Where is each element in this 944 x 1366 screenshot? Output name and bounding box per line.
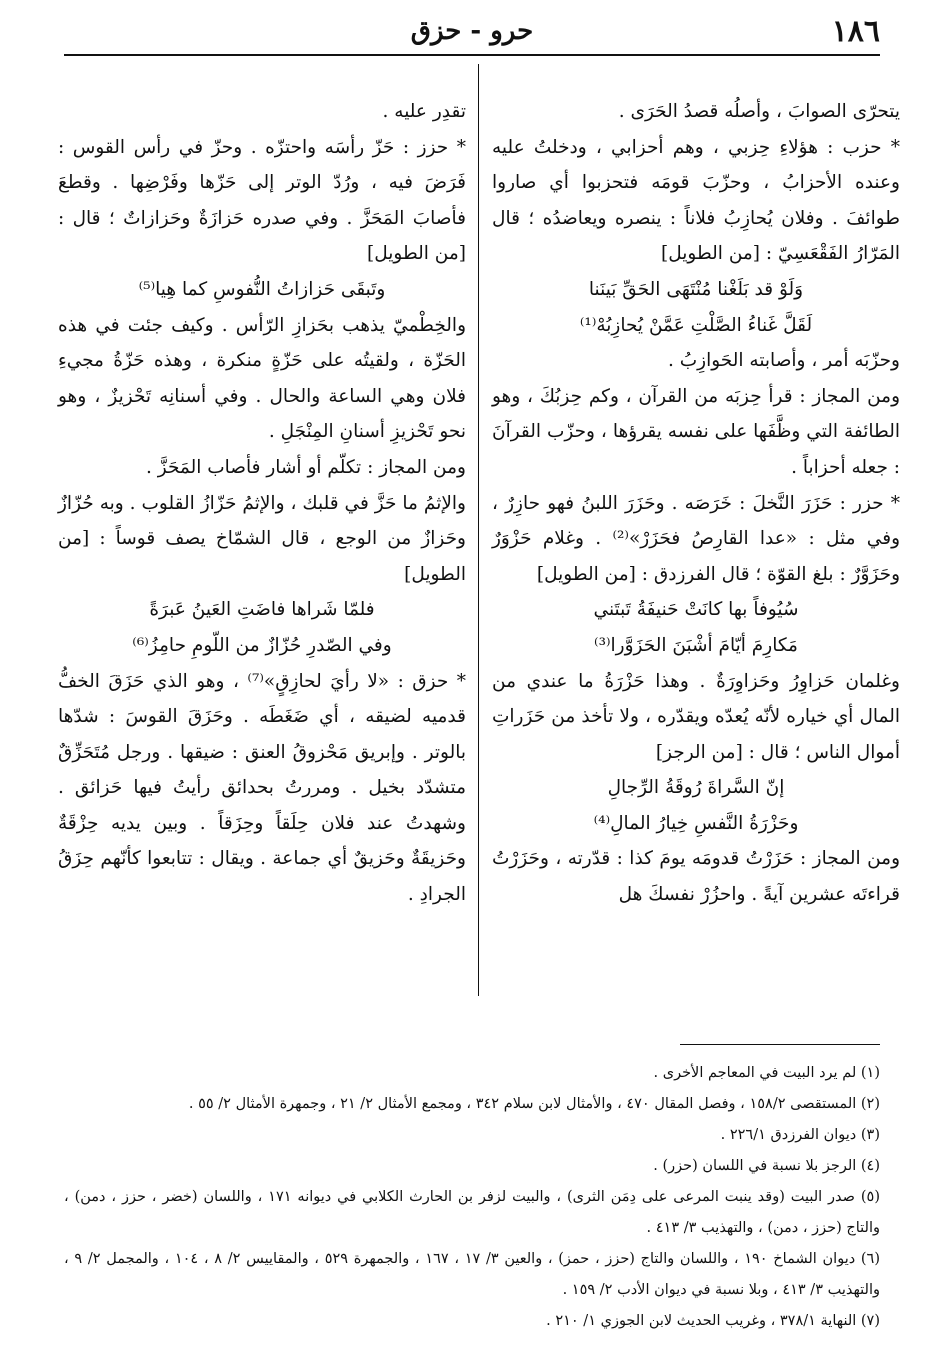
entry-hazar: * حزر : حَزَرَ النَّخلَ : خَرَصَه . وحَزَرَ اللبنُ فهو حازِرٌ ، وفي مثل : «عدا القارِصُ فحَزَرْ»⁽²⁾ . وغلام حَزْوَرٌ وحَزَوَّرٌ : بلغ القوّة ؛ قال الفرزدق : [من الطويل] [492,492,901,585]
paragraph: ومن المجاز : تكلّم أو أشار فأصاب المَحَزَّ . [145,456,466,478]
paragraph: وغلمان حَزاوِرُ وحَزاوِرَةٌ . وهذا حَزْرَةُ ما عندي من المال أي خياره لأنّه يُعدّه ويقدّره ، ولا تأخذ من حَزَراتِ أموال الناس ؛ قال : [من الرجز] [492,670,900,763]
entry-hazz: * حزز : حَزّ رأسَه واحتزّه . وحزّ في رأس القوس : فَرَضَ فيه ، ورُدّ الوتر إلى حَزّها وفَرْضِها . وقطعَ فأصابَ المَحَزَّ . وفي صدره حَزازَةٌ وحَزازاتٌ ؛ قال : [من الطويل] [58,136,466,265]
footnote: (٧) النهاية ٣٧٨/١ ، وغريب الحديث لابن الجوزي ١/ ٢١٠ . [546,1313,880,1329]
footnote: (٦) ديوان الشماخ ١٩٠ ، واللسان والتاج (حزز ، حمز) ، والعين ٣/ ١٧ ، ١٦٧ ، والجمهرة ٥٢٩ ، والمقاييس ٢/ ٨ ، ١٠٤ ، والمجمل ٢/ ٩ ، والتهذيب ٣/ ٤١٣ ، وبلا نسبة في ديوان الأدب ٢/ ١٥٩ . [64,1251,880,1298]
running-head: حرو - حزق [410,16,534,46]
header-rule [64,54,880,56]
paragraph: يتحرّى الصوابَ ، وأصلُه قصدُ الحَرَى . [618,101,900,122]
footnote-rule [680,1044,880,1045]
paragraph: ومن المجاز : قرأ حِزبَه من القرآن ، وكم حِزبُكَ ، وهو الطائفة التي وظَّفَها على نفسه يقرؤها ، وحزّب القرآنَ : جعله أحزاباً . [492,385,900,478]
footnote: (٥) صدر البيت (وقد ينبت المرعى على دِمَن الثرى) ، والبيت لزفر بن الحارث الكلابي في ديوانه ١٧١ ، واللسان (خضر ، حزز ، دمن) ، والتاج (حزز ، دمن) ، والتهذيب ٣/ ٤١٣ . [64,1189,880,1236]
verse-line: سُيُوفاً بها كانَتْ حَنيفَةُ تَبتَني [593,599,799,621]
verse-line: وفي الصّدرِ حُزّازٌ من اللّومِ حامِزُ⁽⁶⁾ [132,634,392,656]
verse-line: وتَبقَى حَزازاتُ النُّفوسِ كما هِيا⁽⁵⁾ [138,278,386,300]
verse-line: وَلَوْ قد بَلَغْنا مُنْتَهَى الحَقِّ بَينَنا [588,278,804,300]
page-header [64,12,880,52]
paragraph: وحزّبَه أمر ، وأصابته الحَوازِبُ . [668,350,900,372]
paragraph: والخِطْميّ يذهب بحَزازِ الرّأس . وكيف جئت في هذه الحَزّة ، ولقيتُه على حَزّةٍ منكرة ، وهذه حَزّةُ مجيءِ فلان وهي الساعة والحال . وفي أسنانِه تَحْزيزٌ ، وهو نحو تَحْزيزِ أسنانِ المِنْجَلِ . [58,314,466,443]
paragraph: ومن المجاز : حَزَرْتُ قدومَه يومَ كذا : قدّرته ، وحَزَرْتُ قراءتَه عشرين آيةً . واحزُرْ نفسكَ هل [492,848,900,906]
footnote: (٤) الرجز بلا نسبة في اللسان (حزر) . [653,1158,880,1174]
footnotes [64,1058,880,1337]
verse-line: إنّ السَّراةَ رُوقَةُ الرِّجالِ [607,777,785,799]
footnote: (٣) ديوان الفرزدق ٢٢٦/١ . [720,1127,880,1143]
verse-line: فلمّا شَراها فاضَتِ العَينُ عَبرَةً [149,599,375,621]
verse-line: وحَزْرَةُ النَّفسِ خِيارُ المالِ⁽⁴⁾ [593,812,799,834]
footnote: (٢) المستقصى ١٥٨/٢ ، وفصل المقال ٤٧٠ ، والأمثال لابن سلام ٣٤٢ ، ومجمع الأمثال ٢/ ٢١ ، وجمهرة الأمثال ٢/ ٥٥ . [188,1096,880,1112]
paragraph: والإثمُ ما حَزَّ في قلبك ، والإثمُ حَزّازُ القلوب . وبه حُزّازٌ وحَزازٌ من الوجع ، قال الشمّاخ يصف قوساً : [من الطويل] [58,492,466,585]
paragraph: تقدِر عليه . [382,101,466,122]
verse-line: لَقَلَّ غَناءُ الصَّلْتِ عَمَّنْ يُحازِبُهْ⁽¹⁾ [579,314,813,336]
footnote: (١) لم يرد البيت في المعاجم الأخرى . [653,1065,880,1081]
entry-hazaq: * حزق : «لا رأيَ لحازِقٍ»⁽⁷⁾ ، وهو الذي حَزَقَ الخفُّ قدميه لضيقه ، أي ضَغَطَه . وحَزَقَ القوسَ : شدّها بالوتر . وإبريق مَحْزوقُ العنق : ضيقها . ورجل مُتَحَزِّقٌ متشدّد بخيل . ومررتُ بحدائق رأيتُ فيها حَزائق . وشهدتُ عند فلان حِلَقاً وحِزَقاً . وبين يديه حِزْقَةٌ وحَزيقَةٌ وحَزيقٌ أي جماعة . ويقال : تتابعوا كأنّهم حِزَقُ الجرادِ . [58,670,466,906]
page-number: ١٨٦ [831,14,880,49]
entry-hizb: * حزب : هؤلاءِ حِزبي ، وهم أحزابي ، ودخلتُ عليه وعنده الأحزابُ ، وحزّبَ قومَه فتحزبوا أي صاروا طوائفَ . وفلان يُحازِبُ فلاناً : ينصره ويعاضدُه ؛ قال المَرّارُ الفَقْعَسِيّ : [من الطويل] [492,136,900,265]
right-column [492,94,900,913]
left-column [58,94,466,913]
verse-line: مَكارِمَ أيّامَ أشْبَنَ الحَزَوَّرا⁽³⁾ [594,634,798,656]
column-divider [478,64,479,996]
